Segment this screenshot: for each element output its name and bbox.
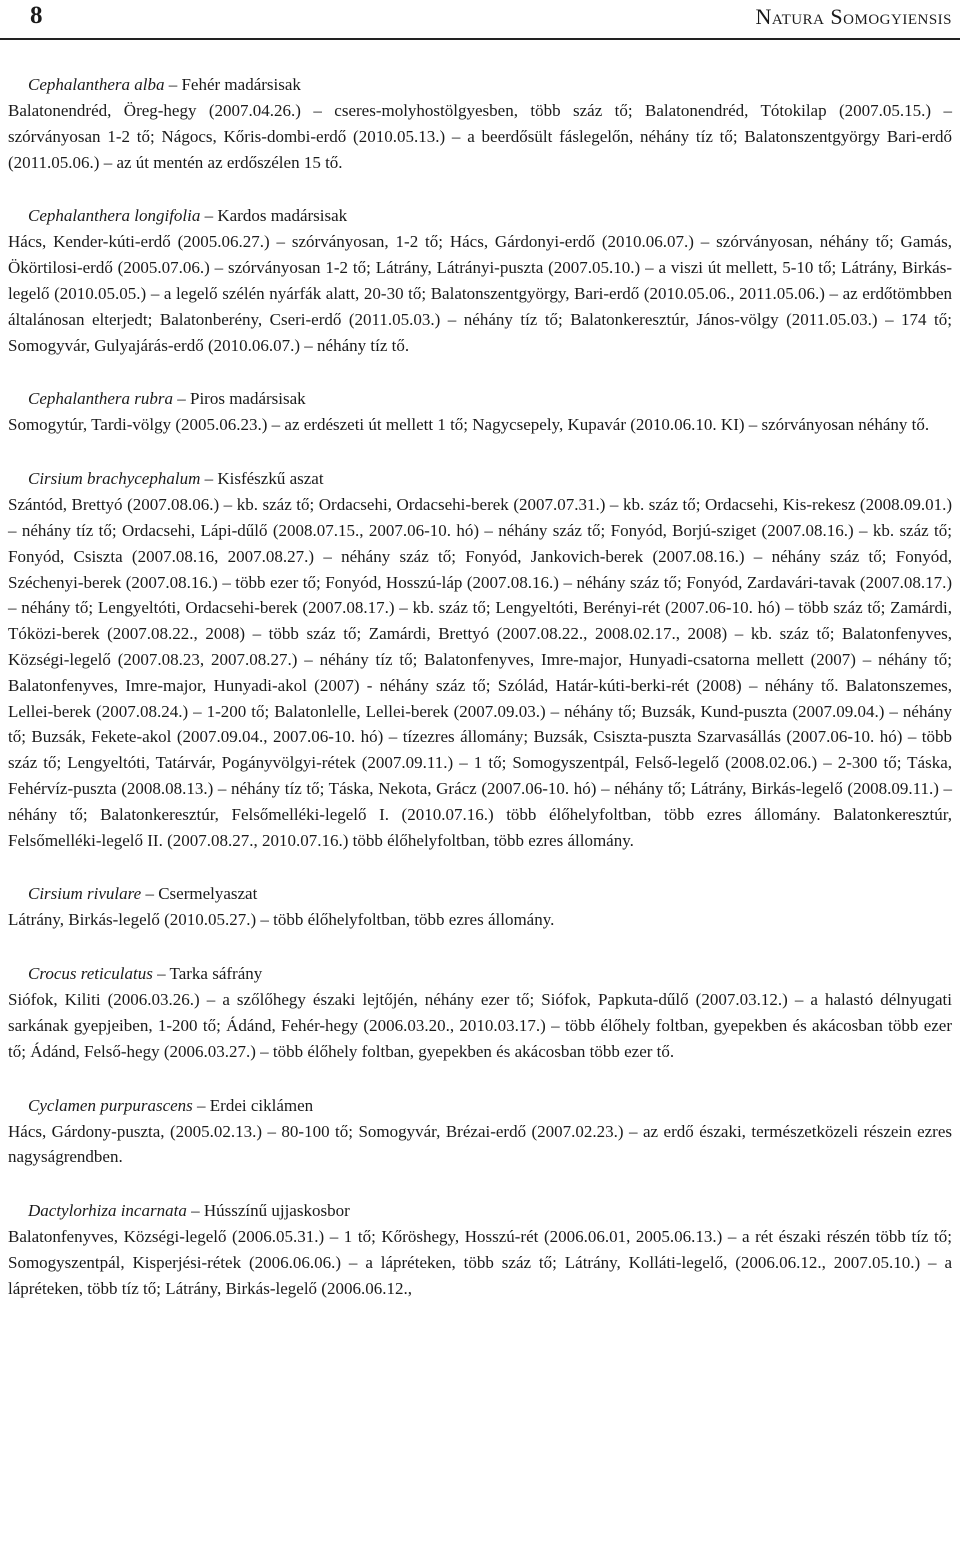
species-entry bbox=[8, 466, 952, 853]
species-occurrences: Somogytúr, Tardi-völgy (2005.06.23.) – az erdészeti út mellett 1 tő; Nagycsepely, Kupavár (2010.06.10. KI) – szórványosan néhány tő. bbox=[8, 415, 930, 435]
species-common-name: – Csermelyaszat bbox=[141, 884, 258, 904]
species-heading bbox=[8, 1198, 952, 1224]
species-heading bbox=[8, 466, 952, 492]
species-heading bbox=[8, 881, 952, 907]
species-latin-name: Crocus reticulatus bbox=[28, 964, 153, 984]
species-entry bbox=[8, 203, 952, 358]
species-occurrences: Balatonendréd, Öreg-hegy (2007.04.26.) – cseres-molyhostölgyesben, több száz tő; Balatonendréd, Tótokilap (2007.05.15.) – szórványosan 1-2 tő; Nágocs, Kőris-dombi-erdő (2010.05.13.) – a beerdősült fáslegelőn, néhány tíz tő; Balatonszentgyörgy Bari-erdő (2011.05.06.) – az út mentén az erdőszélen 15 tő. bbox=[8, 101, 952, 172]
species-heading bbox=[8, 203, 952, 229]
species-common-name: – Hússzínű ujjaskosbor bbox=[186, 1201, 350, 1221]
journal-title: Natura Somogyiensis bbox=[755, 4, 952, 29]
species-heading bbox=[8, 72, 952, 98]
species-occurrences: Hács, Kender-kúti-erdő (2005.06.27.) – szórványosan, 1-2 tő; Hács, Gárdonyi-erdő (2010.06.07.) – szórványosan, néhány tő; Gamás, Ökörtilosi-erdő (2005.07.06.) – szórványosan 1-2 tő; Látrány, Látrányi-puszta (2007.05.10.) – a viszi út mellett, 5-10 tő; Látrány, Birkás-legelő (2010.05.05.) – a legelő szélén nyárfák alatt, 20-30 tő; Balatonszentgyörgy, Bari-erdő (2010.05.06., 2011.05.06.) – az erdőtömbben általánosan elterjedt; Balatonberény, Cseri-erdő (2011.05.03.) – néhány tíz tő; Balatonkeresztúr, János-völgy (2011.05.03.) – 174 tő; Somogyvár, Gulyajárás-erdő (2010.06.07.) – néhány tíz tő. bbox=[8, 232, 952, 355]
species-latin-name: Cephalanthera longifolia bbox=[28, 206, 201, 226]
species-common-name: – Kisfészkű aszat bbox=[200, 469, 324, 489]
species-entry bbox=[8, 1198, 952, 1301]
species-common-name: – Piros madársisak bbox=[172, 389, 306, 409]
species-latin-name: Dactylorhiza incarnata bbox=[28, 1201, 187, 1221]
species-occurrences: Szántód, Brettyó (2007.08.06.) – kb. száz tő; Ordacsehi, Ordacsehi-berek (2007.07.31.) – kb. száz tő; Ordacsehi, Kis-rekesz (2008.09.01.) – néhány tíz tő; Ordacsehi, Lápi-dűlő (2008.07.15., 2007.06-10. hó) – néhány száz tő; Fonyód, Borjú-sziget (2007.08.16.) – kb. száz tő; Fonyód, Csiszta (2007.08.16, 2007.08.27.) – néhány száz tő; Fonyód, Jankovich-berek (2007.08.16.) – néhány száz tő; Fonyód, Széchenyi-berek (2007.08.16.) – több ezer tő; Fonyód, Hosszú-láp (2007.08.16.) – néhány száz tő; Fonyód, Zardavári-tavak (2007.08.17.) – néhány tő; Lengyeltóti, Ordacsehi-berek (2007.08.17.) – kb. száz tő; Lengyeltóti, Berényi-rét (2007.06-10. hó) – több száz tő; Zamárdi, Tóközi-berek (2007.08.22., 2008) – több száz tő; Zamárdi, Brettyó (2007.08.22., 2008.02.17., 2008) – kb. száz tő; Balatonfenyves, Községi-legelő (2007.08.23, 2007.08.27.) – néhány tíz tő; Balatonfenyves, Imre-major, Hunyadi-csatorna mellett (2007) – néhány tő; Balatonfenyves, Imre-major, Hunyadi-akol (2007) - néhány száz tő; Szólád, Határ-kúti-berki-rét (2008) – néhány tő. Balatonszemes, Lellei-berek (2007.08.24.) – 1-200 tő; Balatonlelle, Lellei-berek (2007.09.03.) – néhány tő; Buzsák, Kund-puszta (2007.09.04.) – néhány tő; Buzsák, Fekete-akol (2007.09.04., 2007.06-10. hó) – tízezres állomány; Buzsák, Csiszta-puszta Szarvasállás (2007.06-10. hó) – több száz tő; Lengyeltóti, Tatárvár, Pogányvölgyi-rétek (2007.09.11.) – 1 tő; Somogyszentpál, Felső-legelő (2008.02.06.) – 2-300 tő; Táska, Fehérvíz-puszta (2008.08.13.) – néhány tíz tő; Táska, Nekota, Grácz (2007.06-10. hó) – néhány tő; Látrány, Birkás-legelő (2008.09.11.) – néhány tő; Balatonkeresztúr, Felsőmelléki-legelő I. (2010.07.16.) több élőhelyfoltban, több ezres állomány. Balatonkeresztúr, Felsőmelléki-legelő II. (2007.08.27., 2010.07.16.) több élőhelyfoltban, több ezres állomány. bbox=[8, 495, 952, 850]
species-entry bbox=[8, 881, 952, 933]
species-entry bbox=[8, 72, 952, 175]
species-occurrences: Siófok, Kiliti (2006.03.26.) – a szőlőhegy északi lejtőjén, néhány ezer tő; Siófok, Papkuta-dűlő (2007.03.12.) – a halastó délnyugati sarkának gyepjeiben, 1-200 tő; Ádánd, Fehér-hegy (2006.03.20., 2010.03.17.) – több élőhely foltban, gyepekben és akácosban több ezer tő; Ádánd, Felső-hegy (2006.03.27.) – több élőhely foltban, gyepekben és akácosban több ezer tő. bbox=[8, 990, 952, 1061]
species-occurrences: Balatonfenyves, Községi-legelő (2006.05.31.) – 1 tő; Kőröshegy, Hosszú-rét (2006.06.01, 2005.06.13.) – a rét északi részén több tíz tő; Somogyszentpál, Kisperjési-rétek (2006.06.06.) – a lápréteken, több száz tő; Látrány, Kolláti-legelő, (2006.06.12., 2007.05.10.) – a lápréteken, több tíz tő; Látrány, Birkás-legelő (2006.06.12., bbox=[8, 1227, 952, 1298]
page-header bbox=[0, 0, 960, 40]
species-heading bbox=[8, 1093, 952, 1119]
article-body bbox=[8, 72, 952, 1330]
species-common-name: – Erdei ciklámen bbox=[192, 1095, 314, 1115]
species-entry bbox=[8, 961, 952, 1064]
species-latin-name: Cirsium rivulare bbox=[28, 884, 142, 904]
species-heading bbox=[8, 386, 952, 412]
header-rule bbox=[0, 38, 960, 40]
species-common-name: – Tarka sáfrány bbox=[152, 964, 263, 984]
species-occurrences: Hács, Gárdony-puszta, (2005.02.13.) – 80-100 tő; Somogyvár, Brézai-erdő (2007.02.23.) – az erdő északi, természetközeli részein ezres nagyságrendben. bbox=[8, 1121, 952, 1167]
species-entry bbox=[8, 1093, 952, 1171]
species-latin-name: Cyclamen purpurascens bbox=[28, 1095, 193, 1115]
species-common-name: – Fehér madársisak bbox=[164, 75, 301, 94]
page-number: 8 bbox=[30, 2, 43, 29]
species-latin-name: Cirsium brachycephalum bbox=[28, 469, 201, 489]
species-latin-name: Cephalanthera alba bbox=[28, 75, 165, 94]
species-entry bbox=[8, 386, 952, 438]
species-heading bbox=[8, 961, 952, 987]
species-occurrences: Látrány, Birkás-legelő (2010.05.27.) – több élőhelyfoltban, több ezres állomány. bbox=[8, 910, 555, 930]
species-latin-name: Cephalanthera rubra bbox=[28, 389, 173, 409]
species-common-name: – Kardos madársisak bbox=[200, 206, 348, 226]
